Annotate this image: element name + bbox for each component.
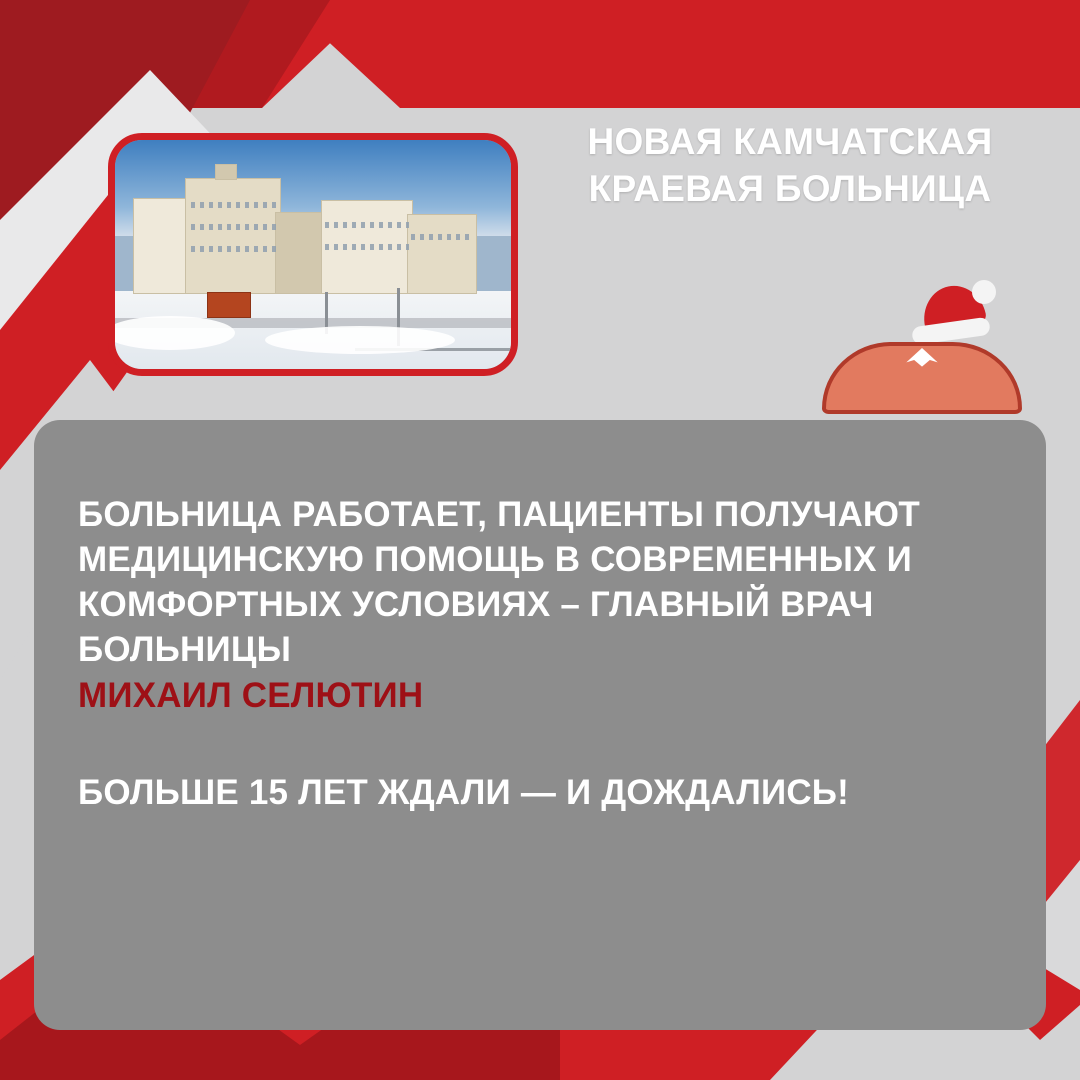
page-title: НОВАЯ КАМЧАТСКАЯ КРАЕВАЯ БОЛЬНИЦА — [587, 121, 993, 210]
quote-card — [34, 420, 1046, 1030]
photo-building-far-right — [407, 214, 477, 294]
hospital-photo — [108, 133, 518, 376]
photo-snow-pile — [265, 326, 455, 354]
hospital-photo-image — [115, 140, 511, 369]
photo-window-row — [191, 246, 277, 252]
photo-building-left — [133, 198, 193, 294]
photo-window-row — [325, 222, 409, 228]
quote-text-block — [78, 492, 1008, 815]
quote-author-name: МИХАИЛ СЕЛЮТИН — [78, 675, 424, 715]
santa-hat-pompom — [972, 280, 996, 304]
photo-window-row — [411, 234, 473, 240]
photo-truck — [207, 292, 251, 318]
closing-line: БОЛЬШЕ 15 ЛЕТ ЖДАЛИ — И ДОЖДАЛИСЬ! — [78, 772, 850, 812]
photo-building-mid — [275, 212, 327, 294]
photo-window-row — [325, 244, 409, 250]
photo-building-main — [185, 178, 281, 294]
quote-body: БОЛЬНИЦА РАБОТАЕТ, ПАЦИЕНТЫ ПОЛУЧАЮТ МЕДИЦИНСКУЮ ПОМОЩЬ В СОВРЕМЕННЫХ И КОМФОРТНЫХ УСЛОВИЯХ – ГЛАВНЫЙ ВРАЧ БОЛЬНИЦЫ — [78, 495, 920, 670]
photo-window-row — [191, 224, 277, 230]
photo-roof-box — [215, 164, 237, 180]
spacer — [78, 718, 1008, 770]
photo-window-row — [191, 202, 277, 208]
